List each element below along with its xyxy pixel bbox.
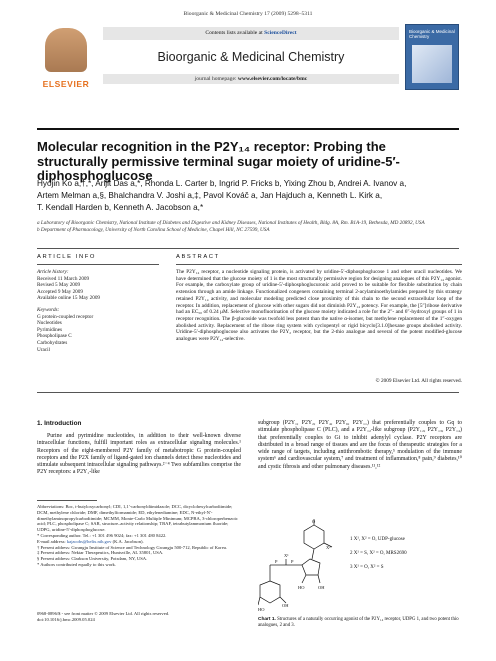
accepted-date: Accepted 9 May 2009	[37, 288, 83, 295]
svg-text:O: O	[312, 519, 316, 524]
footnotes	[37, 504, 241, 568]
journal-title: Bioorganic & Medicinal Chemistry	[157, 50, 345, 64]
author-list	[37, 178, 467, 214]
caption-label: Chart 1.	[258, 617, 276, 622]
keyword-item[interactable]: Nucleotides	[37, 320, 62, 327]
svg-text:OH: OH	[282, 603, 289, 608]
title-line-2: structurally permissive terminal sugar moiety of uridine-5′-diphosphoglucose	[37, 153, 400, 183]
abstract-heading: ABSTRACT	[176, 254, 220, 260]
email-link[interactable]: kajacobs@helix.nih.gov	[66, 538, 112, 544]
keyword-item[interactable]: Uracil	[37, 346, 50, 353]
journal-masthead	[37, 22, 459, 92]
logo-wordmark: ELSEVIER	[42, 79, 90, 89]
abstract-rule	[176, 264, 462, 265]
email-suffix: (K.A. Jacobson).	[112, 538, 144, 544]
present-address-2: ‡ Present address: Nektar Therapeutics, Huntsville, AL 35801, USA.	[37, 550, 164, 556]
svg-text:X²: X²	[326, 545, 331, 550]
svg-text:HO: HO	[298, 585, 305, 590]
article-info-heading: ARTICLE INFO	[37, 254, 97, 260]
svg-text:P: P	[275, 559, 278, 564]
svg-text:X¹: X¹	[284, 553, 289, 558]
abbreviations-note: Abbreviations: Boc, t-butyloxycarbonyl; CDI, 1,1′-carbonyldiimidazole; DCC, dicyclohexylcarbodiimide; DCM, methylene chloride; DMF, dimethylformamide; ED, ethylenediamine; EDC, N-ethyl-N′-dimethylaminopropylcarbodiimide; MCMM, Monte-Carlo Multiple Minimum; MCPBA, 3-chloroperbenzoic acid; PLC, phospholipase C; SAR, structure–activity relationship; TBAF, tetrabutylammonium fluoride; UDPG, uridine-5′-diphosphoglucose.	[37, 504, 238, 533]
svg-text:P: P	[291, 559, 294, 564]
contents-prefix: Contents lists available at	[205, 30, 263, 36]
chemical-structure-figure	[258, 519, 462, 617]
keyword-item[interactable]: Carbohydrates	[37, 339, 68, 346]
masthead-rule	[37, 128, 459, 130]
affiliation-a: a Laboratory of Bioorganic Chemistry, National Institute of Diabetes and Digestive and Kidney Diseases, National Institutes of Health, Bldg. 8A, Rm. B1A-19, Bethesda, MD 20892, USA	[37, 220, 425, 226]
svg-text:HO: HO	[258, 607, 265, 612]
affiliations	[37, 220, 467, 234]
elsevier-logo[interactable]	[37, 22, 95, 92]
contents-bar	[103, 27, 399, 40]
title-line-1: Molecular recognition in the P2Y₁₄ receptor: Probing the	[37, 139, 386, 154]
authors-line-3: T. Kendall Harden b, Kenneth A. Jacobson a,*	[37, 203, 204, 212]
revised-date: Revised 5 May 2009	[37, 282, 81, 289]
article-title	[37, 140, 467, 184]
tree-icon	[45, 28, 87, 72]
affiliation-b: b Department of Pharmacology, University of North Carolina School of Medicine, Chapel Hill, NC 27599, USA	[37, 227, 270, 233]
compound-3-label: 3 X¹ = O, X² = S	[350, 565, 384, 570]
svg-text:OH: OH	[318, 585, 325, 590]
email-label: E-mail address:	[37, 538, 66, 544]
intro-paragraph-1: Purine and pyrimidine nucleotides, in addition to their well-known diverse intracellular functions, fulfill important roles as extracellular signaling molecules.¹ Receptors of the eight-membered P2Y family of metabotropic G protein-coupled receptors and the P2X family of ligand-gated ion channels detect these nucleotides and stimulate subsequent intracellular signaling pathways.²⁻⁴ Two subfamilies comprise the P2Y receptors: a P2Y₁-like	[37, 433, 241, 476]
running-header: Bioorganic & Medicinal Chemistry 17 (2009) 5298–5311	[183, 11, 313, 17]
sciencedirect-link[interactable]: ScienceDirect	[264, 30, 297, 36]
doi-line[interactable]: doi:10.1016/j.bmc.2009.05.024	[37, 616, 95, 622]
footnote-rule	[37, 500, 97, 501]
abstract-body: The P2Y₁₄ receptor, a nucleotide signaling protein, is activated by uridine-5′-diphosphoglucose 1 and other uracil nucleotides. We have determined that the glucose moiety of 1 is the most structurally permissive region for designing analogues of this P2Y₁₄ agonist. For example, the carboxylate group of uridine-5′-diphosphoglucuronic acid proved to be suitable for flexible substitution by chain extension through an amide linkage. Functionalized congeners containing terminal 2-acylaminoethylamides prepared by this strategy retained P2Y₁₄ activity, and molecular modeling predicted close proximity of this chain to the second extracellular loop of the receptor. In addition, replacement of glucose with other sugars did not diminish P2Y₁₄ potency. For example, the [5″]ribose derivative had an EC₅₀ of 0.24 μM. Selective monofluorination of the glucose moiety indicated a role for the 2″- and 6″-hydroxyl groups of 1 in receptor recognition. The β-glucoside was twofold less potent than the native α-isomer, but methylene replacement of the 1″-oxygen abolished activity. Replacement of the ribose ring system with cyclopentyl or rigid bicyclo[3.1.0]hexane groups abolished activity. Uridine-5′-diphosphoglucose also activates the P2Y₂ receptor, but the 2-thio analogue and several of the potent modified-glucose analogues were P2Y₁₄-selective.	[176, 269, 462, 343]
intro-right-column	[258, 420, 462, 471]
cover-title: Bioorganic & Medicinal Chemistry	[409, 29, 455, 39]
keyword-item[interactable]: Phospholipase C	[37, 333, 72, 340]
intro-left-column	[37, 433, 241, 477]
abstract-copyright: © 2009 Elsevier Ltd. All rights reserved.	[375, 378, 462, 384]
caption-text: Structures of a naturally occurring agonist of the P2Y₁₄ receptor, UDPG 1, and two potent thio analogues, 2 and 3.	[258, 617, 459, 628]
introduction-heading: 1. Introduction	[37, 420, 82, 427]
corresponding-note: * Corresponding author. Tel.: +1 301 496 9024; fax: +1 301 480 8422.	[37, 532, 167, 538]
keywords-label: Keywords:	[37, 307, 60, 313]
publication-notes	[37, 611, 257, 623]
authors-line-1: Hyojin Ko a,†,*, Arijit Das a,*, Rhonda L. Carter b, Ingrid P. Fricks b, Yixing Zhou b, Andrei A. Ivanov a,	[37, 179, 407, 188]
present-address-1: † Present address: Gwangju Institute of Science and Technology Gwangju 500-712, Republic of Korea.	[37, 544, 228, 550]
compound-1-label: 1 X¹, X² = O, UDP-glucose	[350, 537, 405, 542]
info-rule	[37, 264, 159, 265]
journal-cover[interactable]	[405, 24, 459, 90]
cover-art	[412, 45, 452, 83]
online-date: Available online 15 May 2009	[37, 295, 101, 302]
received-date: Received 11 March 2009	[37, 275, 90, 282]
homepage-bar	[103, 74, 399, 84]
authors-line-2: Artem Melman a,§, Bhalchandra V. Joshi a,‡, Pavol Kováč a, Jan Hajduch a, Kenneth L. Kirk a,	[37, 191, 383, 200]
intro-paragraph-2: subgroup (P2Y₁, P2Y₂, P2Y₄, P2Y₆, P2Y₁₁) that preferentially couples to Gq to stimulate phospholipase C (PLC), and a P2Y₁₂-like subgroup (P2Y₁₂, P2Y₁₃, P2Y₁₄) that preferentially couples to Gi to inhibit adenylyl cyclase. P2Y receptors are distributed in a broad range of tissues and are the focus of therapeutic strategies for a wide range of targets, including antithrombotic therapy,⁵ modulation of the immune system⁶ and cardiovascular system,⁷ and treatment of inflammation,⁸ pain,⁹ diabetes,¹⁰ and cystic fibrosis and other pulmonary diseases.¹¹,¹²	[258, 420, 462, 470]
equal-contribution-note: * Authors contributed equally to this work.	[37, 561, 116, 567]
keywords	[37, 307, 137, 353]
present-address-3: § Present address: Clarkson University, Potsdam, NY, USA.	[37, 556, 148, 562]
homepage-prefix: journal homepage:	[194, 76, 237, 82]
keyword-item[interactable]: Pyrimidines	[37, 326, 63, 333]
compound-legend	[350, 533, 407, 575]
header-divider	[37, 248, 459, 249]
keyword-item[interactable]: G protein-coupled receptor	[37, 313, 94, 320]
udpg-structure-drawing	[258, 519, 348, 615]
abstract-bottom-rule	[37, 392, 459, 393]
compound-2-label: 2 X¹ = S, X² = O, MRS2690	[350, 551, 407, 556]
chart-caption	[258, 617, 462, 629]
homepage-link[interactable]: www.elsevier.com/locate/bmc	[237, 76, 308, 82]
issn-line: 0968-0896/$ - see front matter © 2009 Elsevier Ltd. All rights reserved.	[37, 611, 170, 616]
history-label: Article history:	[37, 269, 69, 275]
article-history	[37, 269, 137, 302]
